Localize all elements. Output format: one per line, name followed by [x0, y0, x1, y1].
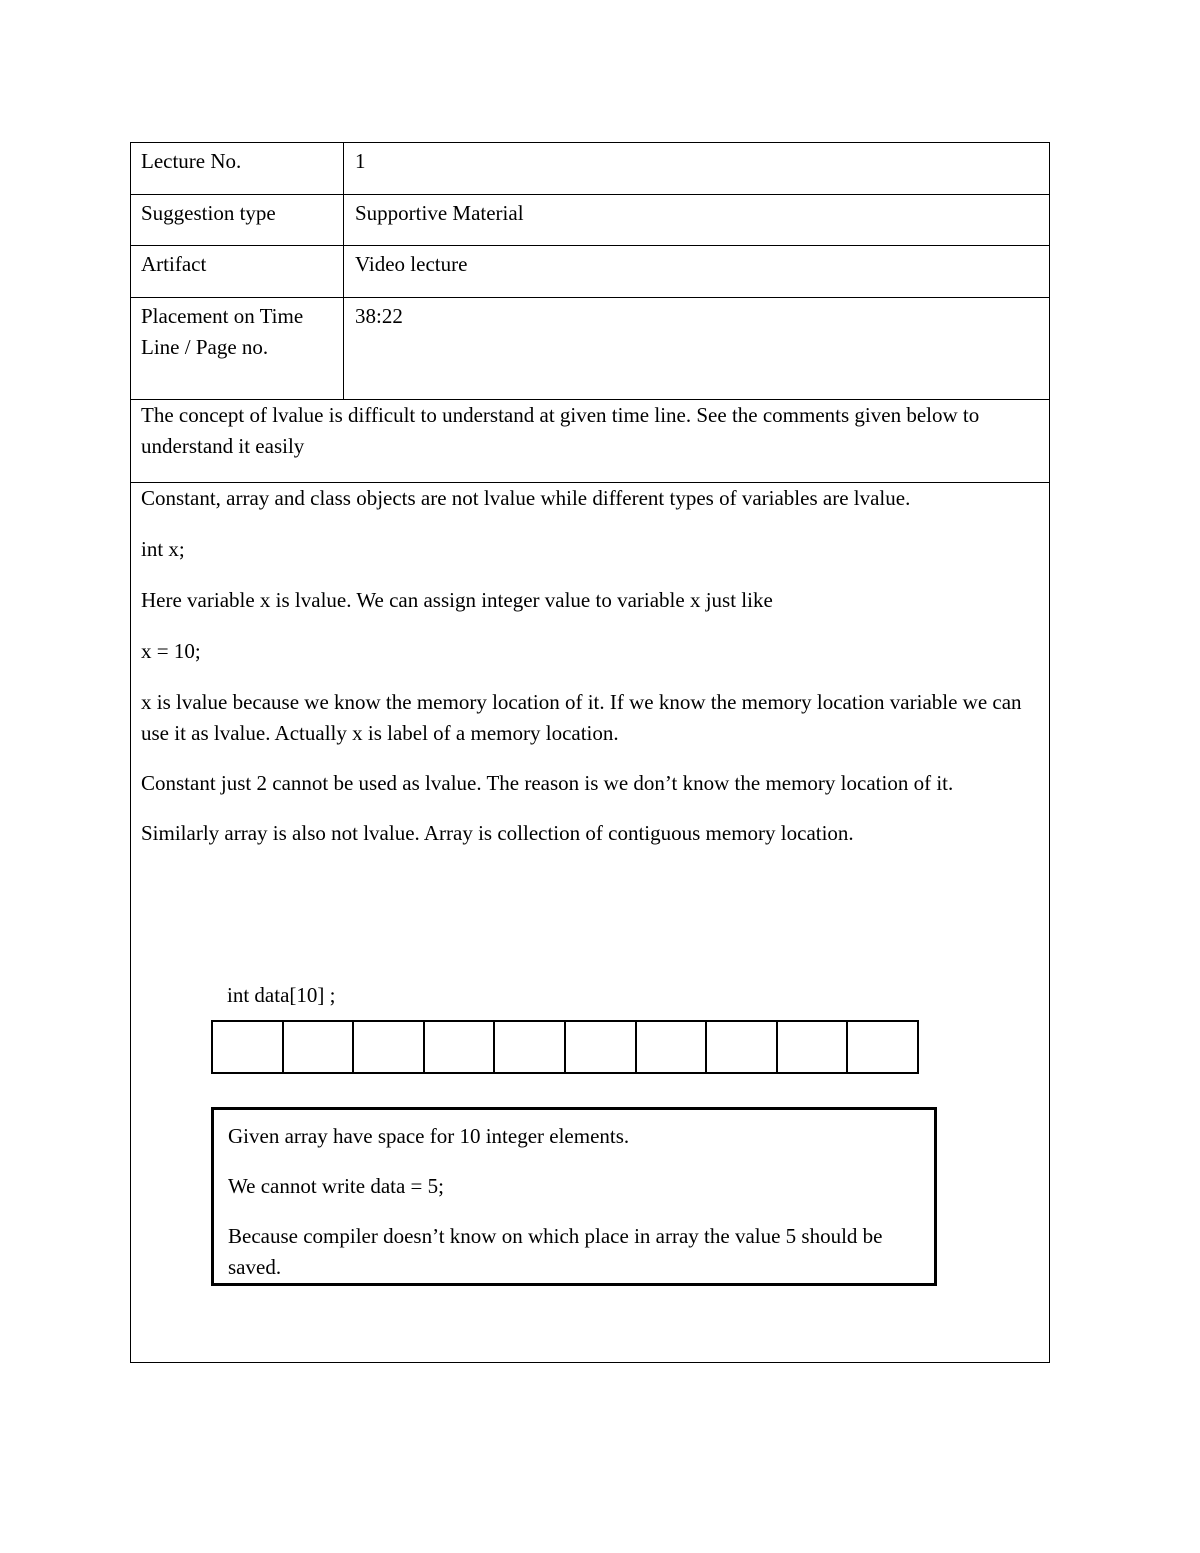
paragraph: Here variable x is lvalue. We can assign integer value to variable x just like — [141, 588, 773, 612]
array-cell — [566, 1022, 637, 1072]
array-cell — [425, 1022, 496, 1072]
lecture-suggestion-table — [130, 142, 1050, 1363]
artifact-label: Artifact — [131, 246, 344, 297]
body-text — [131, 483, 1049, 849]
artifact-value: Video lecture — [355, 252, 468, 276]
table-row — [131, 298, 1049, 400]
lecture-no-value: 1 — [355, 149, 366, 173]
array-cell — [354, 1022, 425, 1072]
note-line: Given array have space for 10 integer elements. — [228, 1124, 630, 1148]
paragraph: x = 10; — [141, 639, 201, 663]
intro-text: The concept of lvalue is difficult to understand at given time line. See the comments given below to understand it easily — [141, 403, 980, 458]
paragraph: Constant, array and class objects are not lvalue while different types of variables are lvalue. — [141, 486, 911, 510]
table-row — [131, 246, 1049, 298]
array-cell — [213, 1022, 284, 1072]
array-cell — [637, 1022, 708, 1072]
table-row — [131, 195, 1049, 246]
array-cell — [707, 1022, 778, 1072]
array-cell — [495, 1022, 566, 1072]
note-line: We cannot write data = 5; — [228, 1174, 444, 1198]
table-row — [131, 143, 1049, 195]
paragraph: int x; — [141, 537, 185, 561]
note-box — [211, 1107, 937, 1286]
paragraph: x is lvalue because we know the memory location of it. If we know the memory location variable we can use it as lvalue. Actually x is label of a memory location. — [141, 690, 1022, 745]
array-declaration: int data[10] ; — [227, 983, 336, 1007]
array-cell — [848, 1022, 917, 1072]
note-line: Because compiler doesn’t know on which place in array the value 5 should be saved. — [228, 1224, 883, 1279]
suggestion-type-value: Supportive Material — [355, 201, 524, 225]
array-cell — [778, 1022, 849, 1072]
lecture-no-label: Lecture No. — [131, 143, 344, 194]
placement-label: Placement on Time Line / Page no. — [131, 298, 344, 399]
table-row — [131, 400, 1049, 483]
paragraph: Similarly array is also not lvalue. Array is collection of contiguous memory location. — [141, 821, 854, 845]
array-diagram — [211, 1020, 919, 1074]
suggestion-type-label: Suggestion type — [131, 195, 344, 245]
array-cell — [284, 1022, 355, 1072]
placement-value: 38:22 — [355, 304, 403, 328]
paragraph: Constant just 2 cannot be used as lvalue. The reason is we don’t know the memory location of it. — [141, 771, 954, 795]
